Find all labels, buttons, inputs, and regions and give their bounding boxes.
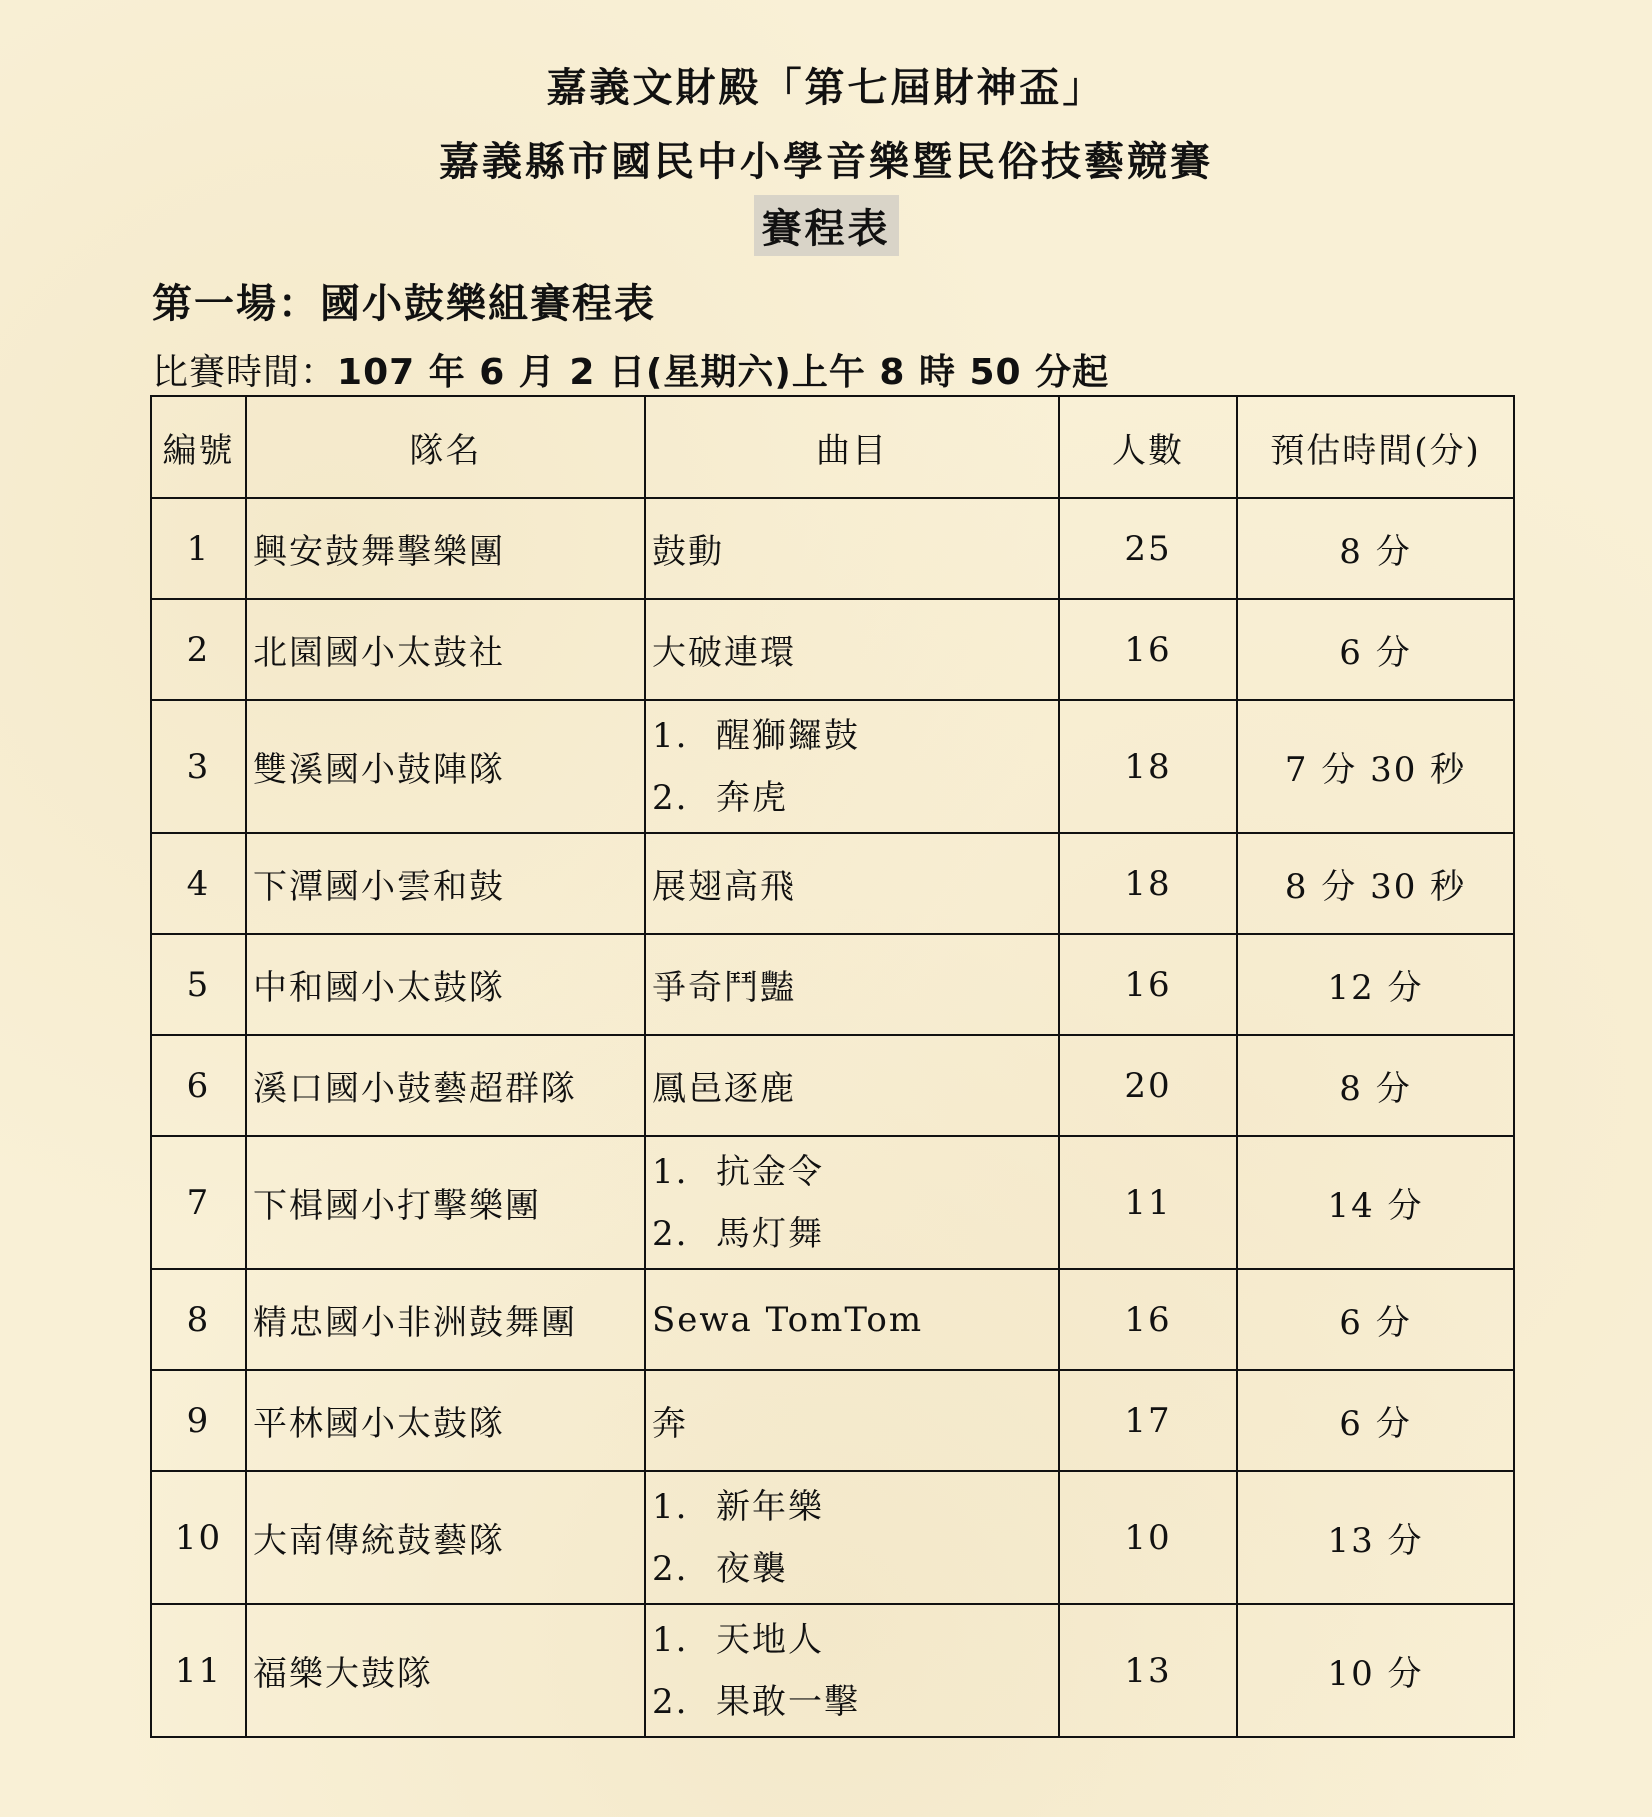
song-title: 展翅高飛 (652, 867, 796, 907)
member-count: 16 (1059, 934, 1237, 1035)
match-time-value: 107 年 6 月 2 日(星期六)上午 8 時 50 分起 (337, 352, 1110, 393)
song-item (652, 1203, 1052, 1265)
table-row (151, 1370, 1514, 1471)
table-row (151, 833, 1514, 934)
header-time: 預估時間(分) (1237, 396, 1514, 498)
estimated-time: 10 分 (1237, 1604, 1514, 1737)
team-name: 興安鼓舞擊樂團 (246, 498, 645, 599)
song-title: 夜襲 (716, 1548, 788, 1589)
member-count: 10 (1059, 1471, 1237, 1604)
table-row (151, 1471, 1514, 1604)
song-title: Sewa TomTom (652, 1299, 924, 1340)
song-item (652, 1141, 1052, 1203)
estimated-time: 8 分 (1237, 498, 1514, 599)
table-row (151, 498, 1514, 599)
row-number: 11 (151, 1604, 246, 1737)
table-row (151, 1269, 1514, 1370)
song-item-number: 1. (652, 1619, 689, 1660)
title-line-3: 賽程表 (754, 195, 899, 256)
member-count: 20 (1059, 1035, 1237, 1136)
row-number: 3 (151, 700, 246, 833)
song-item-number: 2. (652, 1681, 689, 1722)
song-title: 鼓動 (652, 532, 724, 572)
estimated-time: 13 分 (1237, 1471, 1514, 1604)
row-number: 10 (151, 1471, 246, 1604)
song-title: 奔虎 (716, 777, 788, 818)
member-count: 13 (1059, 1604, 1237, 1737)
song-cell (645, 934, 1059, 1035)
song-item-number: 2. (652, 1548, 689, 1589)
song-title: 大破連環 (652, 633, 796, 673)
match-time (152, 344, 1109, 395)
song-cell (645, 833, 1059, 934)
table-row (151, 1136, 1514, 1269)
header-team: 隊名 (246, 396, 645, 498)
row-number: 8 (151, 1269, 246, 1370)
song-title: 果敢一擊 (716, 1681, 860, 1722)
row-number: 5 (151, 934, 246, 1035)
song-title: 馬灯舞 (716, 1213, 824, 1254)
team-name: 下潭國小雲和鼓 (246, 833, 645, 934)
table-header-row (151, 396, 1514, 498)
title-line-3-wrap (0, 195, 1652, 256)
team-name: 雙溪國小鼓陣隊 (246, 700, 645, 833)
team-name: 溪口國小鼓藝超群隊 (246, 1035, 645, 1136)
match-time-label: 比賽時間： (152, 352, 338, 393)
team-name: 精忠國小非洲鼓舞團 (246, 1269, 645, 1370)
song-cell (645, 1471, 1059, 1604)
table-row (151, 700, 1514, 833)
song-item (652, 1609, 1052, 1671)
table-row (151, 934, 1514, 1035)
team-name: 大南傳統鼓藝隊 (246, 1471, 645, 1604)
team-name: 福樂大鼓隊 (246, 1604, 645, 1737)
table-row (151, 1604, 1514, 1737)
song-title: 鳳邑逐鹿 (652, 1069, 796, 1109)
song-cell (645, 599, 1059, 700)
row-number: 2 (151, 599, 246, 700)
team-name: 平林國小太鼓隊 (246, 1370, 645, 1471)
song-item (652, 1476, 1052, 1538)
estimated-time: 14 分 (1237, 1136, 1514, 1269)
team-name: 中和國小太鼓隊 (246, 934, 645, 1035)
song-cell (645, 1604, 1059, 1737)
team-name: 北園國小太鼓社 (246, 599, 645, 700)
song-title: 新年樂 (716, 1486, 824, 1527)
estimated-time: 12 分 (1237, 934, 1514, 1035)
session-title: 第一場：國小鼓樂組賽程表 (152, 281, 656, 327)
song-title: 爭奇鬥豔 (652, 968, 796, 1008)
song-title: 天地人 (716, 1619, 824, 1660)
song-item (652, 767, 1052, 829)
song-item-number: 1. (652, 1151, 689, 1192)
header-song: 曲目 (645, 396, 1059, 498)
header-count: 人數 (1059, 396, 1237, 498)
song-title: 奔 (652, 1404, 688, 1444)
member-count: 16 (1059, 599, 1237, 700)
song-item (652, 705, 1052, 767)
member-count: 16 (1059, 1269, 1237, 1370)
member-count: 18 (1059, 700, 1237, 833)
estimated-time: 6 分 (1237, 599, 1514, 700)
member-count: 18 (1059, 833, 1237, 934)
row-number: 6 (151, 1035, 246, 1136)
schedule-body (151, 498, 1514, 1737)
song-cell (645, 1035, 1059, 1136)
song-item-number: 1. (652, 715, 689, 756)
song-item (652, 1538, 1052, 1600)
estimated-time: 8 分 30 秒 (1237, 833, 1514, 934)
member-count: 17 (1059, 1370, 1237, 1471)
song-title: 醒獅鑼鼓 (716, 715, 860, 756)
song-item-number: 2. (652, 777, 689, 818)
member-count: 11 (1059, 1136, 1237, 1269)
estimated-time: 8 分 (1237, 1035, 1514, 1136)
song-item-number: 1. (652, 1486, 689, 1527)
schedule-table (150, 395, 1515, 1738)
title-line-2: 嘉義縣市國民中小學音樂暨民俗技藝競賽 (439, 139, 1213, 185)
estimated-time: 6 分 (1237, 1370, 1514, 1471)
song-cell (645, 1370, 1059, 1471)
song-item-number: 2. (652, 1213, 689, 1254)
row-number: 9 (151, 1370, 246, 1471)
song-item (652, 1671, 1052, 1733)
member-count: 25 (1059, 498, 1237, 599)
row-number: 1 (151, 498, 246, 599)
row-number: 4 (151, 833, 246, 934)
song-cell (645, 1269, 1059, 1370)
header-number: 編號 (151, 396, 246, 498)
song-cell (645, 700, 1059, 833)
row-number: 7 (151, 1136, 246, 1269)
estimated-time: 7 分 30 秒 (1237, 700, 1514, 833)
song-title: 抗金令 (716, 1151, 824, 1192)
estimated-time: 6 分 (1237, 1269, 1514, 1370)
song-cell (645, 498, 1059, 599)
song-cell (645, 1136, 1059, 1269)
team-name: 下楫國小打擊樂團 (246, 1136, 645, 1269)
title-line-1: 嘉義文財殿「第七屆財神盃」 (546, 65, 1106, 111)
table-row (151, 1035, 1514, 1136)
table-row (151, 599, 1514, 700)
